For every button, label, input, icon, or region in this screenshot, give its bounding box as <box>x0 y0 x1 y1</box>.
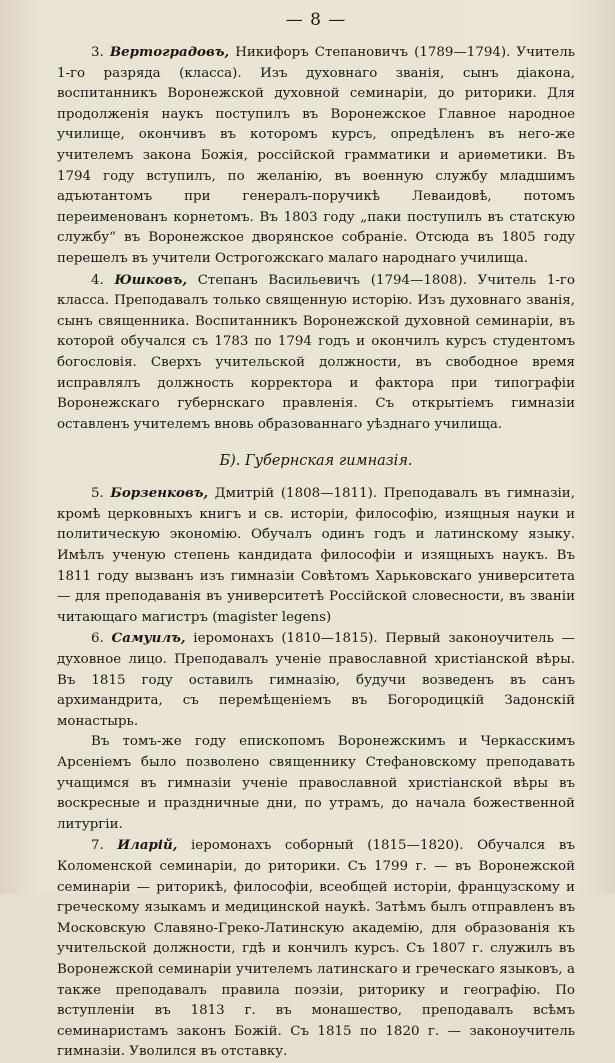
entry-name: Вертоградовъ, <box>109 44 230 60</box>
section-heading: Б). Губернская гимназія. <box>219 453 413 470</box>
entry-name: Иларій, <box>117 837 178 854</box>
entry-text: Дмитрій (1808—1811). Преподавалъ въ гимназіи, кромѣ церковныхъ книгъ и св. исторіи, философію, изящныя науки и политическую экономію. Обучалъ одинъ годъ и латинскому языку. Имѣлъ ученую степень кандидата философіи и изящныхъ наукъ. Въ 1811 году вызванъ изъ гимназіи Совѣтомъ Харьковскаго университета — для преподаванія въ университетѣ Россійской словесности, въ званіи читающаго магистръ (magister legens) <box>57 486 575 625</box>
entry-vertogradov <box>57 42 575 270</box>
entry-number: 4. <box>91 272 104 288</box>
entry-ilariy <box>57 835 575 1063</box>
paragraph-text: Въ томъ-же году епископомъ Воронежскимъ и Черкасскимъ Арсеніемъ было позволено священнику Стефановскому преподавать учащимся въ гимназіи ученіе православной христіанской вѣры въ воскресные и праздничные дни, по утрамъ, до начала божественной литургіи. <box>57 734 575 832</box>
entry-borzenkov <box>57 483 575 628</box>
entry-yushkov <box>57 270 575 436</box>
entry-number: 7. <box>91 838 104 854</box>
entry-name: Самуилъ, <box>111 630 186 647</box>
paragraph-stefanovsky <box>57 732 575 835</box>
entry-text: іеромонахъ соборный (1815—1820). Обучался въ Коломенской семинаріи, до риторики. Съ 1799 г. — въ Воронежской семинаріи — риторикѣ, философіи, всеобщей исторіи, французскому и греческому языкамъ и медицинской наукѣ. Затѣмъ былъ отправленъ въ Московскую Славяно-Греко-Латинскую академію, для образованія къ учительской должности, гдѣ и кончилъ курсъ. Съ 1807 г. служилъ въ Воронежской семинаріи учителемъ латинскаго и греческаго языковъ, а также преподавалъ правила поэзіи, риторику и географію. По вступленіи въ 1813 г. въ монашество, преподавалъ всѣмъ семинаристамъ законъ Божій. Съ 1815 по 1820 г. — законоучитель гимназіи. Уволился въ отставку. <box>57 838 575 1060</box>
entry-name: Борзенковъ, <box>110 485 209 502</box>
page-number: — 8 — <box>285 10 347 30</box>
entry-number: 3. <box>91 45 104 60</box>
entry-name: Юшковъ, <box>114 271 188 288</box>
entry-samuil <box>57 628 575 732</box>
entry-text: іеромонахъ (1810—1815). Первый законоучитель — духовное лицо. Преподавалъ ученіе православной христіанской вѣры. Въ 1815 году оставилъ гимназію, будучи возведенъ въ санъ архимандрита, съ перемѣщеніемъ въ Богородицкій Задонскій монастырь. <box>57 631 575 729</box>
entry-text: Степанъ Васильевичъ (1794—1808). Учитель 1-го класса. Преподавалъ только священную исторію. Изъ духовнаго званія, сынъ священника. Воспитанникъ Воронежской духовной семинаріи, въ которой обучался съ 1783 по 1794 годъ и окончилъ курсъ студентомъ богословія. Сверхъ учительской должности, въ свободное время исправлялъ должность корректора и фактора при типографіи Воронежскаго губернскаго правленія. Съ открытіемъ гимназіи оставленъ учителемъ вновь образованнаго уѣзднаго училища. <box>57 272 575 432</box>
entry-number: 6. <box>91 631 104 647</box>
entry-number: 5. <box>91 486 104 502</box>
entry-text: Никифоръ Степановичъ (1789—1794). Учитель 1-го разряда (класса). Изъ духовнаго званія, сынъ діакона, воспитанникъ Воронежской духовной семинаріи, до риторики. Для продолженія наукъ поступилъ въ Воронежское Главное народное училище, окончивъ въ которомъ курсъ, опредѣленъ въ него-же учителемъ закона Божія, россійской грамматики и ариѳметики. Въ 1794 году вступилъ, по желанію, въ военную службу младшимъ адъютантомъ при генералъ-поручикѣ Леваидовѣ, потомъ переименованъ корнетомъ. Въ 1803 году „паки поступилъ въ статскую службу“ въ Воронежское дворянское собраніе. Отсюда въ 1805 году перешелъ въ учители Острогожскаго малаго народнаго училища. <box>57 45 575 266</box>
